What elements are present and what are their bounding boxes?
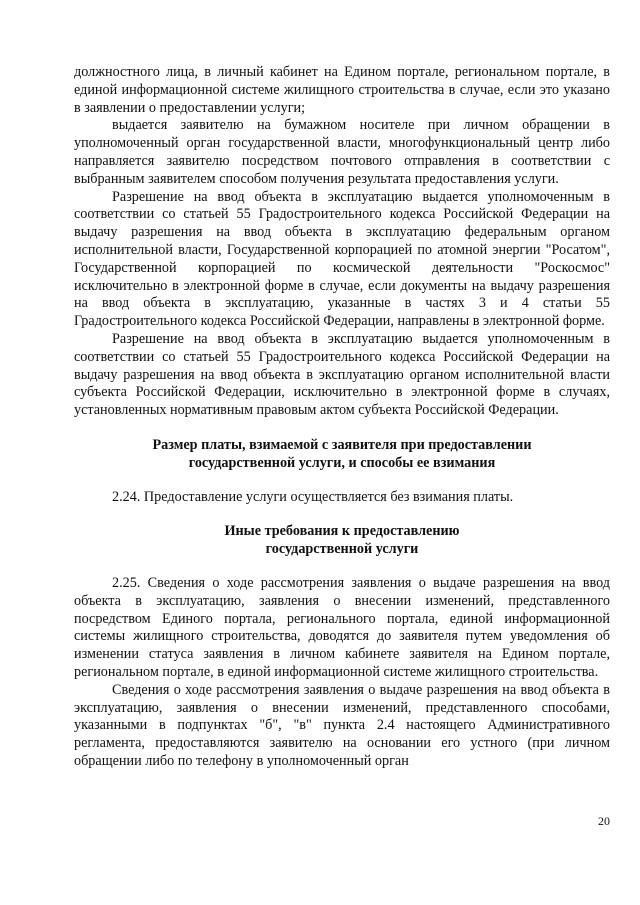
section-heading-fee <box>74 437 610 473</box>
section-heading-fee-line-1: Размер платы, взимаемой с заявителя при предоставлении <box>152 436 532 453</box>
document-page <box>74 64 610 771</box>
section-heading-other-line-1: Иные требования к предоставлению <box>224 523 460 540</box>
paragraph-status-info: Сведения о ходе рассмотрения заявления о выдаче разрешения на ввод объекта в эксплуатацию, заявления о внесении изменений, представленного способами, указанными в подпунктах "б", "в" пункта 2.4 настоящего Административного регламента, предоставляются заявителю на основании его устного (при личном обращении либо по телефону в уполномоченный орган <box>74 681 610 769</box>
paragraph-regional-permit: Разрешение на ввод объекта в эксплуатацию выдается уполномоченным в соответствии со статьей 55 Градостроительного кодекса Российской Федерации на выдачу разрешения на ввод объекта в эксплуатацию органом исполнительной власти субъекта Российской Федерации, исключительно в электронной форме в случаях, установленных нормативным правовым актом субъекта Российской Федерации. <box>74 330 610 419</box>
paragraph-2-25: 2.25. Сведения о ходе рассмотрения заявления о выдаче разрешения на ввод объекта в эксплуатацию, заявления о внесении изменений, представленного посредством Единого портала, регионального портала, единой информационной системы жилищного строительства, доводятся до заявителя путем уведомления об изменении статуса заявления в личном кабинете заявителя на Едином портале, региональном портале, в единой информационной системе жилищного строительства. <box>74 574 610 680</box>
paragraph-federal-permit: Разрешение на ввод объекта в эксплуатацию выдается уполномоченным в соответствии со статьей 55 Градостроительного кодекса Российской Федерации на выдачу разрешения на ввод объекта в эксплуатацию федеральным органом исполнительной власти, Государственной корпорацией по атомной энергии "Росатом", Государственной корпорацией по космической деятельности "Роскосмос" исключительно в электронной форме в случае, если документы на выдачу разрешения на ввод объекта в эксплуатацию, указанные в частях 3 и 4 статьи 55 Градостроительного кодекса Российской Федерации, направлены в электронной форме. <box>74 188 610 330</box>
page-number: 20 <box>598 814 610 828</box>
paragraph-delivery-electronic: должностного лица, в личный кабинет на Едином портале, региональном портале, в единой информационной системе жилищного строительства в случае, если это указано в заявлении о предоставлении услуги; <box>74 64 610 116</box>
section-heading-fee-line-2: государственной услуги, и способы ее взимания <box>188 454 496 471</box>
section-heading-other-requirements <box>74 523 610 559</box>
paragraph-2-24: 2.24. Предоставление услуги осуществляется без взимания платы. <box>112 488 514 505</box>
paragraph-delivery-paper: выдается заявителю на бумажном носителе при личном обращении в уполномоченный орган государственной власти, многофункциональный центр либо направляется заявителю посредством почтового отправления в соответствии с выбранным заявителем способом получения результата предоставления услуги. <box>74 117 610 187</box>
section-heading-other-line-2: государственной услуги <box>265 541 419 558</box>
